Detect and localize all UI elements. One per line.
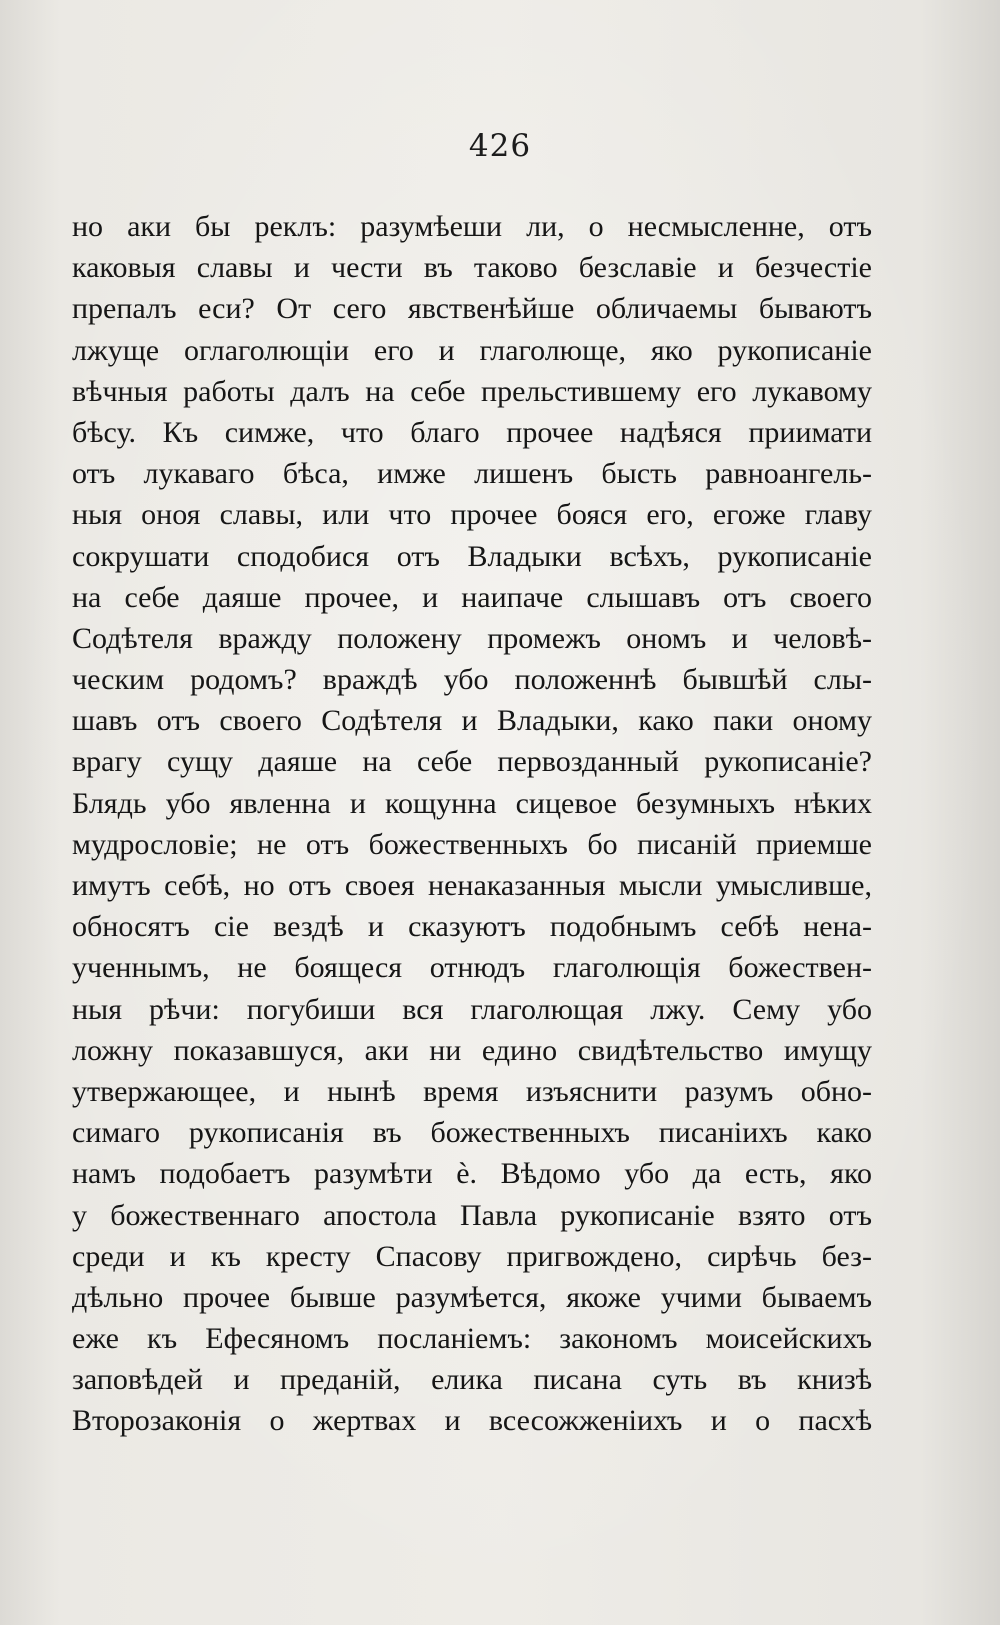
text-line: каковыя славы и чести въ таково безславіе и безчестіе — [72, 251, 872, 285]
text-line: намъ подобаетъ разумѣти è. Вѣдомо убо да есть, яко — [72, 1157, 872, 1191]
page-number: 426 — [468, 128, 532, 164]
text-line: симаго рукописанія въ божественныхъ писаніихъ како — [72, 1116, 872, 1150]
text-line: еже къ Ефесяномъ посланіемъ: закономъ моисейскихъ — [72, 1322, 872, 1356]
text-line: дѣльно прочее бывше разумѣется, якоже учими бываемъ — [72, 1280, 872, 1314]
text-line: Содѣтеля вражду положену промежъ ономъ и человѣ- — [72, 621, 872, 655]
text-line: вѣчныя работы далъ на себе прельстившему его лукавому — [72, 374, 872, 408]
text-line: ныя рѣчи: погубиши вся глаголющая лжу. Сему убо — [72, 992, 872, 1026]
text-line: Блядь убо явленна и кощунна сицевое безумныхъ нѣких — [72, 786, 872, 820]
text-line: ложну показавшуся, аки ни едино свидѣтельство имущу — [72, 1033, 872, 1067]
text-line: Второзаконія о жертвах и всесожженіихъ и о пасхѣ — [72, 1404, 872, 1438]
text-line: у божественнаго апостола Павла рукописаніе взято отъ — [72, 1198, 872, 1232]
text-line: но аки бы реклъ: разумѣеши ли, о несмысленне, отъ — [72, 210, 872, 243]
text-line: утвержающее, и нынѣ время изъяснити разумъ обно- — [72, 1074, 872, 1108]
text-line: препалъ еси? От сего явственѣйше обличаемы бываютъ — [72, 292, 872, 326]
text-line: имутъ себѣ, но отъ своея ненаказанныя мысли умысливше, — [72, 869, 872, 902]
text-line: мудрословіе; не отъ божественныхъ бо писаній приемше — [72, 827, 872, 861]
text-line: отъ лукаваго бѣса, имже лишенъ бысть равноангель- — [72, 457, 872, 491]
text-line: на себе даяше прочее, и наипаче слышавъ отъ своего — [72, 580, 872, 614]
body-text — [72, 206, 872, 1442]
text-line: заповѣдей и преданій, елика писана суть въ книзѣ — [72, 1363, 872, 1397]
text-line: бѣсу. Къ симже, что благо прочее надѣяся приимати — [72, 415, 872, 449]
text-line: ныя оноя славы, или что прочее бояся его, егоже главу — [72, 498, 872, 532]
text-line: среди и къ кресту Спасову пригвождено, сирѣчь без- — [72, 1239, 872, 1273]
text-line: ческим родомъ? враждѣ убо положеннѣ бывшѣй слы- — [72, 663, 872, 697]
text-line: шавъ отъ своего Содѣтеля и Владыки, како паки оному — [72, 704, 872, 738]
text-line: лжуще оглаголющіи его и глаголюще, яко рукописаніе — [72, 333, 872, 367]
text-line: ученнымъ, не боящеся отнюдъ глаголющія божествен- — [72, 951, 872, 985]
text-line: обносятъ сіе вездѣ и сказуютъ подобнымъ себѣ нена- — [72, 910, 872, 944]
text-line: врагу сущу даяше на себе первозданный рукописаніе? — [72, 745, 872, 779]
text-line: сокрушати сподобися отъ Владыки всѣхъ, рукописаніе — [72, 539, 872, 573]
